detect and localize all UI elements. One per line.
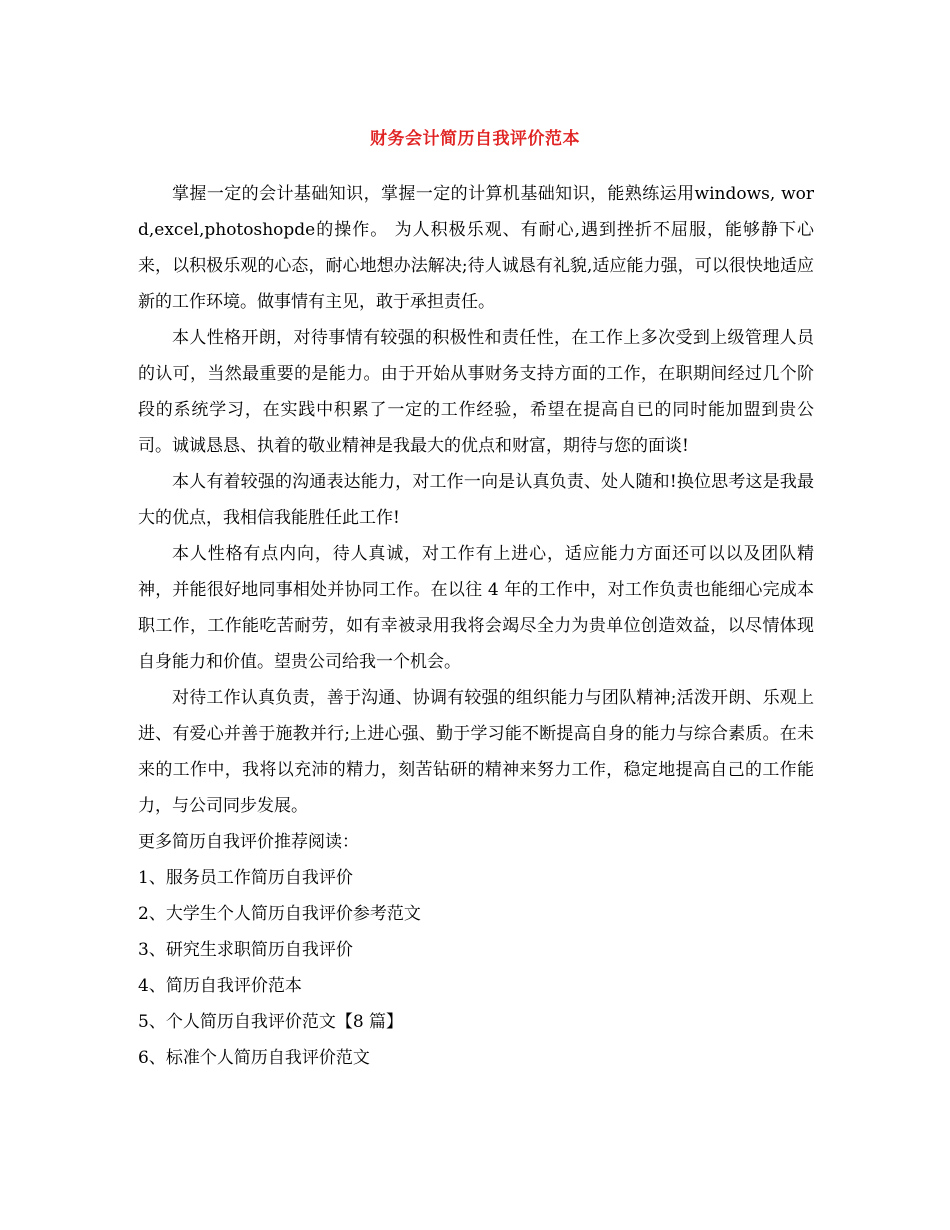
- more-reading-link-1[interactable]: 1、服务员工作简历自我评价: [138, 868, 353, 888]
- more-reading-link-2[interactable]: 2、大学生个人简历自我评价参考范文: [138, 904, 421, 924]
- document-body: [138, 176, 814, 1076]
- more-reading-list: [138, 860, 814, 1076]
- more-reading-link-6[interactable]: 6、标准个人简历自我评价范文: [138, 1048, 370, 1068]
- paragraph-3: 本人有着较强的沟通表达能力，对工作一向是认真负责、处人随和!换位思考这是我最大的优点，我相信我能胜任此工作!: [138, 472, 814, 528]
- paragraph-4: 本人性格有点内向，待人真诚，对工作有上进心，适应能力方面还可以以及团队精神，并能很好地同事相处并协同工作。在以往 4 年的工作中，对工作负责也能细心完成本职工作，工作能吃苦耐劳，如有幸被录用我将会竭尽全力为贵单位创造效益，以尽情体现自身能力和价值。望贵公司给我一个机会。: [138, 544, 814, 672]
- paragraph-1: 掌握一定的会计基础知识，掌握一定的计算机基础知识，能熟练运用windows, word,excel,photoshopde的操作。 为人积极乐观、有耐心,遇到挫折不屈服，能够静下心来，以积极乐观的心态，耐心地想办法解决;待人诚恳有礼貌,适应能力强，可以很快地适应新的工作环境。做事情有主见，敢于承担责任。: [138, 184, 814, 312]
- more-reading-label: 更多简历自我评价推荐阅读：: [138, 832, 359, 852]
- more-reading-link-4[interactable]: 4、简历自我评价范本: [138, 976, 302, 996]
- more-reading-link-3[interactable]: 3、研究生求职简历自我评价: [138, 940, 353, 960]
- paragraph-5: 对待工作认真负责，善于沟通、协调有较强的组织能力与团队精神;活泼开朗、乐观上进、有爱心并善于施教并行;上进心强、勤于学习能不断提高自身的能力与综合素质。在未来的工作中，我将以充沛的精力，刻苦钻研的精神来努力工作，稳定地提高自己的工作能力，与公司同步发展。: [138, 688, 814, 816]
- document-title: 财务会计简历自我评价范本: [370, 129, 580, 149]
- more-reading-link-5[interactable]: 5、个人简历自我评价范文【8 篇】: [138, 1012, 404, 1032]
- paragraph-2: 本人性格开朗，对待事情有较强的积极性和责任性，在工作上多次受到上级管理人员的认可，当然最重要的是能力。由于开始从事财务支持方面的工作，在职期间经过几个阶段的系统学习，在实践中积累了一定的工作经验，希望在提高自已的同时能加盟到贵公司。诚诚恳恳、执着的敬业精神是我最大的优点和财富，期待与您的面谈!: [138, 328, 814, 456]
